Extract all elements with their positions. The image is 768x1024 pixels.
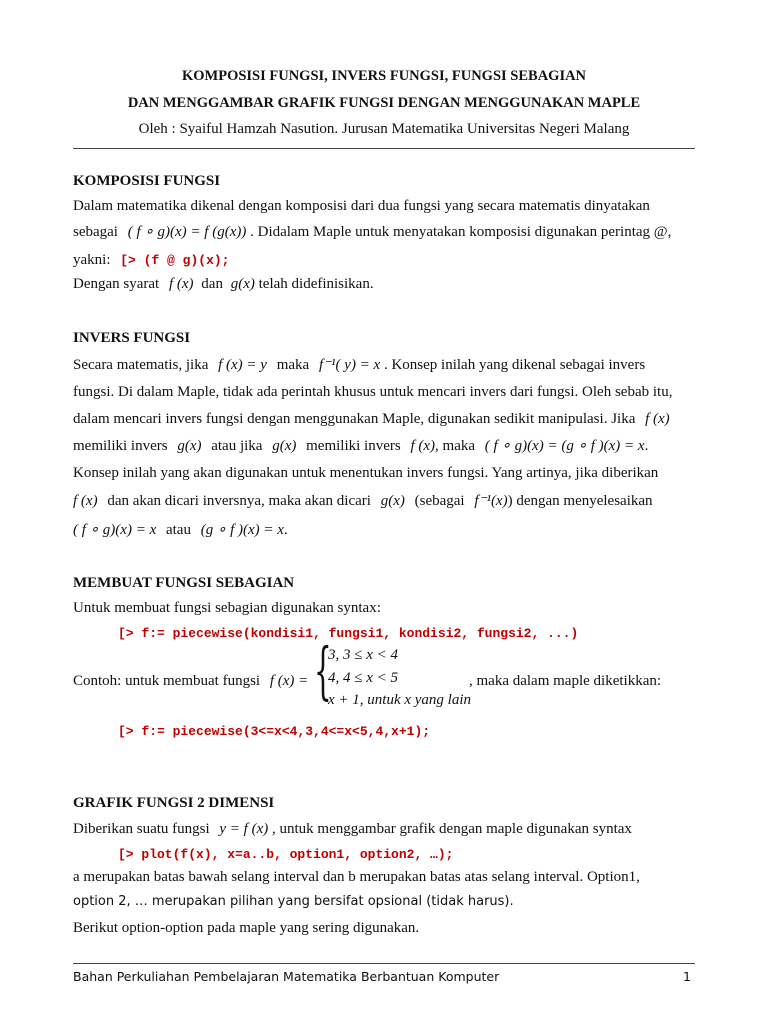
invers-line-5: Konsep inilah yang akan digunakan untuk menentukan invers fungsi. Yang artinya, jika diberikan [73, 465, 659, 481]
section-heading-komposisi: KOMPOSISI FUNGSI [73, 173, 221, 189]
grafik-line-2: a merupakan batas bawah selang interval dan b merupakan batas atas selang interval. Option1, [73, 869, 640, 885]
grafik-line-4: Berikut option-option pada maple yang sering digunakan. [73, 920, 420, 936]
maple-code-plot: [> plot(f(x), x=a..b, option1, option2, …); [118, 847, 454, 862]
title-line-1: KOMPOSISI FUNGSI, INVERS FUNGSI, FUNGSI SEBAGIAN [181, 68, 587, 84]
contoh-line: Contoh: untuk membuat fungsi f (x) = [73, 673, 309, 689]
komposisi-paragraph-line-2: sebagai ( f ∘ g)(x) = f (g(x)) . Didalam Maple untuk menyatakan komposisi digunakan perintag @, [73, 224, 672, 240]
grafik-line-1: Diberikan suatu fungsi y = f (x) , untuk menggambar grafik dengan maple digunakan syntax [73, 821, 632, 837]
author-line: Oleh : Syaiful Hamzah Nasution. Jurusan Matematika Universitas Negeri Malang [138, 121, 630, 137]
sebagian-line-1: Untuk membuat fungsi sebagian digunakan syntax: [73, 600, 381, 616]
header-rule [73, 148, 695, 149]
maple-code-compose: [> (f @ g)(x); [120, 253, 230, 268]
piecewise-case-1: 3, 3 ≤ x < 4 [328, 647, 399, 663]
invers-line-4: memiliki invers g(x) atau jika g(x) memiliki invers f (x), maka ( f ∘ g)(x) = (g ∘ f )(x) = x. [73, 438, 649, 454]
grafik-line-3: option 2, … merupakan pilihan yang bersifat opsional (tidak harus). [73, 894, 514, 909]
komposisi-paragraph-line-3: yakni: [> (f @ g)(x); [73, 252, 230, 268]
contoh-line-suffix: , maka dalam maple diketikkan: [469, 673, 662, 689]
section-heading-invers: INVERS FUNGSI [73, 330, 191, 346]
footer-rule [73, 963, 695, 964]
invers-line-6: f (x) dan akan dicari inversnya, maka akan dicari g(x) (sebagai f⁻¹(x)) dengan menyelesaikan [73, 493, 653, 509]
piecewise-case-2: 4, 4 ≤ x < 5 [328, 670, 399, 686]
komposisi-paragraph-line-1: Dalam matematika dikenal dengan komposisi dari dua fungsi yang secara matematis dinyatakan [73, 198, 650, 214]
piecewise-case-3: x + 1, untuk x yang lain [328, 692, 472, 708]
maple-code-piecewise-example: [> f:= piecewise(3<=x<4,3,4<=x<5,4,x+1); [118, 724, 431, 739]
invers-line-3: dalam mencari invers fungsi dengan menggunakan Maple, digunakan sedikit manipulasi. Jika f (x) [73, 411, 670, 427]
invers-line-7: ( f ∘ g)(x) = x atau (g ∘ f )(x) = x. [73, 522, 288, 538]
section-heading-sebagian: MEMBUAT FUNGSI SEBAGIAN [73, 575, 295, 591]
title-line-2: DAN MENGGAMBAR GRAFIK FUNGSI DENGAN MENGGUNAKAN MAPLE [127, 95, 641, 111]
komposisi-paragraph-line-4: Dengan syarat f (x) dan g(x) telah didefinisikan. [73, 276, 374, 292]
invers-line-1: Secara matematis, jika f (x) = y maka f⁻¹( y) = x . Konsep inilah yang dikenal sebagai invers [73, 357, 646, 373]
page-number: 1 [683, 969, 691, 984]
piecewise-brace: { [314, 634, 332, 707]
maple-code-piecewise-syntax: [> f:= piecewise(kondisi1, fungsi1, kondisi2, fungsi2, ...) [118, 626, 579, 641]
footer-text: Bahan Perkuliahan Pembelajaran Matematika Berbantuan Komputer [73, 969, 500, 984]
section-heading-grafik: GRAFIK FUNGSI 2 DIMENSI [73, 795, 275, 811]
invers-line-2: fungsi. Di dalam Maple, tidak ada perintah khusus untuk mencari invers dari fungsi. Oleh sebab itu, [73, 384, 673, 400]
formula-composition: ( f ∘ g)(x) = f (g(x)) [127, 224, 247, 240]
